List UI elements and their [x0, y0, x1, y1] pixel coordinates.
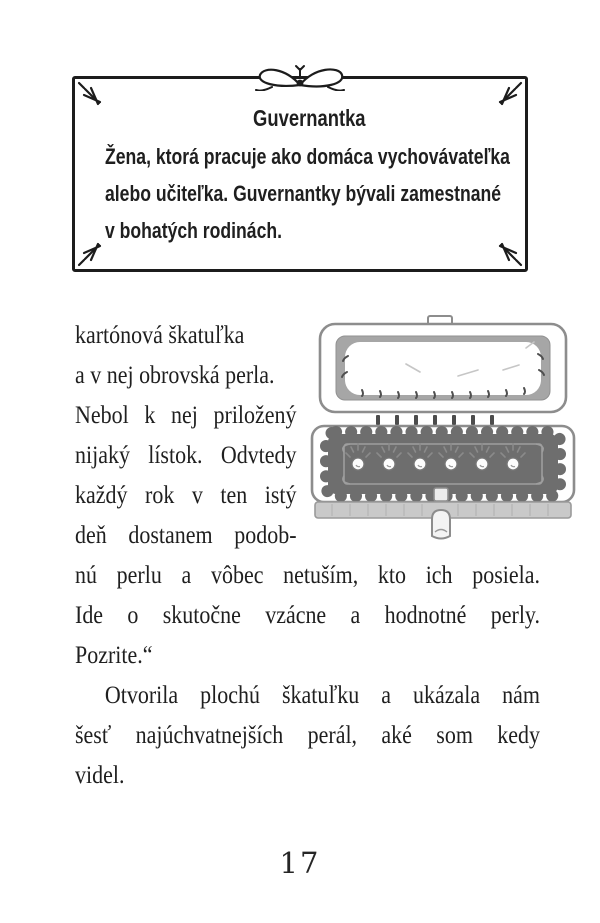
body-line: deň dostanem podob- [75, 522, 297, 549]
corner-flourish-icon [77, 241, 103, 267]
body-line: kartónová škatuľka [75, 322, 245, 349]
body-line: šesť najúchvatnejších perál, aké som kedy [75, 722, 540, 749]
definition-text-line: Žena, ktorá pracuje ako domáca vychovávateľka [105, 144, 510, 169]
ribbon-bow-icon [238, 59, 362, 91]
definition-text-line: alebo učiteľka. Guvernantky bývali zamestnané [105, 181, 502, 206]
body-line: videl. [75, 762, 125, 789]
definition-box [72, 76, 528, 272]
corner-flourish-icon [77, 81, 103, 107]
corner-flourish-icon [497, 241, 523, 267]
definition-text-line: v bohatých rodinách. [105, 218, 283, 243]
body-line: Ide o skutočne vzácne a hodnotné perly. [75, 602, 540, 629]
body-line: nú perlu a vôbec netuším, kto ich posiela. [75, 562, 540, 589]
body-text [75, 316, 540, 796]
definition-title: Guvernantka [252, 105, 366, 131]
body-line: každý rok v ten istý [75, 482, 297, 509]
body-line: nijaký lístok. Odvtedy [75, 442, 297, 469]
body-line: a v nej obrovská perla. [75, 362, 275, 389]
body-line: Nebol k nej priložený [75, 402, 297, 429]
corner-flourish-icon [497, 81, 523, 107]
page-number: 17 [279, 846, 321, 880]
body-line: Otvorila plochú škatuľku a ukázala nám [104, 682, 540, 709]
body-line: Pozrite.“ [75, 642, 153, 669]
